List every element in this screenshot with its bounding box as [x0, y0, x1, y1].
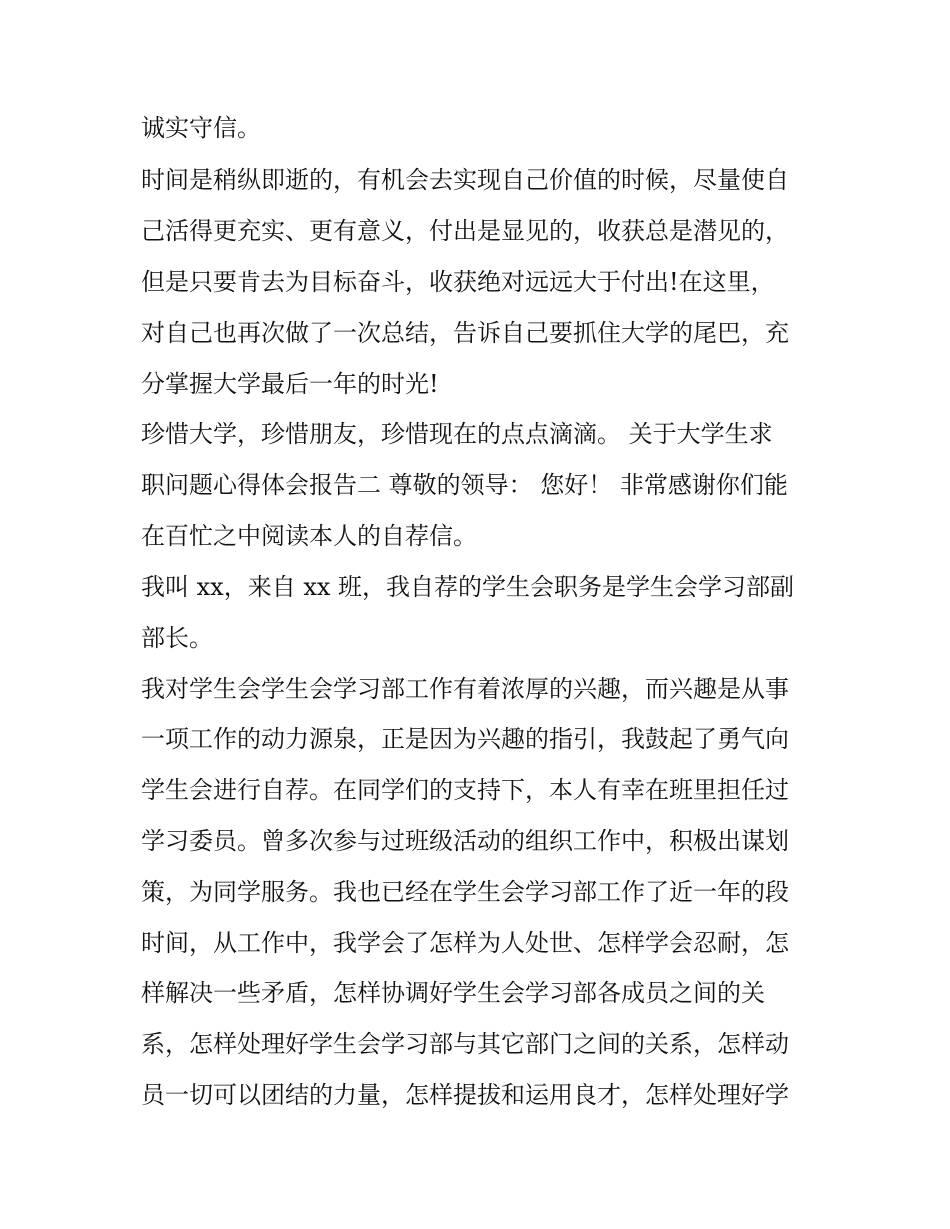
text-line: 员一切可以团结的力量，怎样提拔和运用良才，怎样处理好学 — [141, 1081, 789, 1109]
text-line: 系，怎样处理好学生会学习部与其它部门之间的关系，怎样动 — [141, 1030, 789, 1058]
text-line: 诚实守信。 — [141, 114, 261, 142]
text-line: 我对学生会学生会学习部工作有着浓厚的兴趣，而兴趣是从事 — [141, 675, 789, 703]
text-line: 一项工作的动力源泉，正是因为兴趣的指引，我鼓起了勇气向 — [141, 725, 789, 753]
text-line: 分掌握大学最后一年的时光! — [141, 370, 439, 398]
text-line: 时间，从工作中，我学会了怎样为人处世、怎样学会忍耐，怎 — [141, 929, 789, 957]
text-line: 我叫 xx，来自 xx 班，我自荐的学生会职务是学生会学习部副 — [141, 573, 795, 601]
text-line: 但是只要肯去为目标奋斗，收获绝对远远大于付出!在这里， — [141, 268, 775, 296]
text-line: 部长。 — [141, 624, 213, 652]
text-line: 对自己也再次做了一次总结，告诉自己要抓住大学的尾巴，充 — [141, 319, 789, 347]
text-line: 己活得更充实、更有意义，付出是显见的，收获总是潜见的， — [141, 217, 789, 245]
text-line: 在百忙之中阅读本人的自荐信。 — [141, 522, 477, 550]
text-line: 策，为同学服务。我也已经在学生会学习部工作了近一年的段 — [141, 878, 789, 906]
text-line: 学习委员。曾多次参与过班级活动的组织工作中，积极出谋划 — [141, 827, 789, 855]
text-line: 珍惜大学，珍惜朋友，珍惜现在的点点滴滴。 关于大学生求 — [141, 420, 773, 448]
text-line: 学生会进行自荐。在同学们的支持下，本人有幸在班里担任过 — [141, 776, 789, 804]
text-line: 职问题心得体会报告二 尊敬的领导： 您好！ 非常感谢你们能 — [141, 471, 788, 499]
text-line: 时间是稍纵即逝的，有机会去实现自己价值的时候，尽量使自 — [141, 166, 789, 194]
text-line: 样解决一些矛盾，怎样协调好学生会学习部各成员之间的关 — [141, 979, 765, 1007]
